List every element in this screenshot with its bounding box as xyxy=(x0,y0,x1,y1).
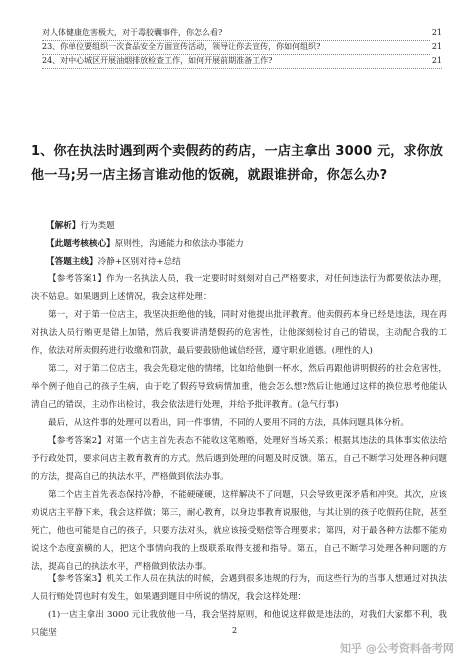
page-number: 2 xyxy=(232,626,238,635)
toc-entry[interactable] xyxy=(42,26,442,41)
toc-entry[interactable] xyxy=(42,54,442,69)
core-line xyxy=(46,238,244,250)
answer-paragraph: 第二个店主首先表态保持冷静，不能硬碰硬，这样解决不了问题，只会导致更深矛盾和冲突。其次，应该劝说店主平静下来，我会这样做；第三，耐心教育，以身边事教育说服他，与其让别的孩子吃假药住院，甚至死亡，他也可能是自己的孩子，只要方法对头，就应该接受赔偿等合理要求；第四，对于最各种方法都不能劝说这个态度蛮横的人，把这个事情向我的上级联系取得支援和指导。第五，自己不断学习处理各种问题的方法，提高自己的执法水平，严格做到依法办事。 xyxy=(31,490,447,572)
answer-paragraph: (1)一店主拿出 3000 元让我放他一马，我会坚持原则，和他说这样做是违法的，对我们大家都不利，我只能坚 xyxy=(31,610,447,638)
answer-paragraph: 第一，对于第一位店主，我坚决拒绝他的钱，同时对他提出批评教育。他卖假药本身已经是违法，现在再对执法人员行贿更是错上加错，然后我要讲清楚假药的危害性，让他深刻检讨自己的错误，主动配合我的工作，依法对所卖假药进行收缴和罚款，最后要鼓励他诚信经营，遵守职业道德。(理性的人) xyxy=(31,310,447,356)
core-label: 【此题考核核心】 xyxy=(46,239,115,249)
key-points-value: 冷静+区别对待+总结 xyxy=(97,257,181,267)
answer-paragraph: 【参考答案1】作为一名执法人员，我一定要时时刻刻对自己严格要求，对任何违法行为都要依法办理，决不姑息。如果遇到上述情况，我会这样处理： xyxy=(31,274,447,302)
answer-paragraph: 【参考答案2】对第一个店主首先表态不能收这笔贿赂，处理好当场关系；根据其违法的具体事实依法给予行政处罚，要求问店主教育教育的方式。然后遇到处理的问题及时反馈。第五，自己不断学习处理各种问题的方法，提高自己的执法水平，严格做到依法办事。 xyxy=(31,436,447,482)
key-points-label: 【答题主线】 xyxy=(46,257,98,267)
core-value: 原则性，沟通能力和依法办事能力 xyxy=(114,239,244,249)
toc-entry-page: 21 xyxy=(430,40,442,54)
analysis-label: 【解析】 xyxy=(46,221,81,231)
toc-entry-page: 21 xyxy=(430,54,442,68)
answer-paragraph: 第二，对于第二位店主，我会先稳定他的情绪，比如给他倒一杯水，然后再跟他讲明假药的社会危害性，举个例子他自己的孩子生病，由于吃了假药导致病情加重，他会怎么想?然后让他通过这样的换位思考他能认清自己的错误，主动作出检讨，我会依法进行处理，并给予批评教育。(急气行事) xyxy=(31,364,447,410)
toc-entry-page: 21 xyxy=(430,26,442,40)
key-points-line xyxy=(46,256,181,268)
toc-entry-text: 对人体健康危害极大，对于毒胶囊事件，你怎么看? xyxy=(42,28,223,37)
answer-paragraph: 【参考答案3】机关工作人员在执法的时候，会遇到很多违规的行为，而这些行为的当事人想通过对执法人员行贿处罚也时有发生，如果遇到题目中所说的情况，我会这样处理： xyxy=(31,574,447,602)
zhihu-logo-watermark: 知乎 @公考资料备考网 xyxy=(340,642,454,655)
toc-entry-text: 23、你单位要组织一次食品安全方面宣传活动，领导让你去宣传，你如何组织? xyxy=(42,42,321,51)
watermark xyxy=(340,640,454,656)
question-title: 1、你在执法时遇到两个卖假药的药店，一店主拿出 3000 元，求你放他一马;另一店主扬言谁动他的饭碗，就跟谁拼命，你怎么办? xyxy=(31,144,444,183)
analysis-value: 行为类题 xyxy=(80,221,115,231)
toc-entry[interactable] xyxy=(42,40,442,55)
analysis-line xyxy=(46,220,115,232)
answer-paragraph: 最后，从这件事的处理可以看出，同一件事情，不同的人要用不同的方法，具体问题具体分析。 xyxy=(48,418,409,428)
toc-entry-text: 24、对中心城区开展油烟排放检查工作，如何开展前期准备工作? xyxy=(42,56,273,65)
